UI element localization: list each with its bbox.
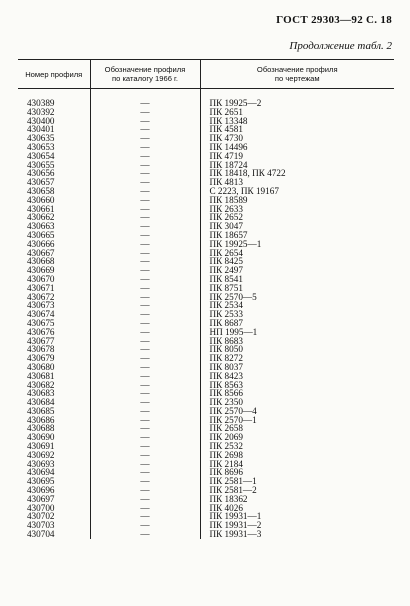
drawing-designation-cell: ПК 19931—1 — [200, 512, 394, 521]
drawing-designation-cell: ПК 2069 — [200, 433, 394, 442]
drawing-designation-cell: ПК 19931—3 — [200, 530, 394, 539]
table-body — [18, 89, 394, 539]
drawing-designation-cell: ПК 18657 — [200, 231, 394, 240]
table-row — [18, 398, 394, 407]
catalog-designation-cell: — — [90, 249, 200, 258]
profile-number-cell: 430684 — [26, 398, 55, 407]
table-row — [18, 424, 394, 433]
drawing-designation-cell: ПК 8696 — [200, 468, 394, 477]
catalog-designation-cell: — — [90, 275, 200, 284]
profile-number-cell: 430695 — [26, 477, 55, 487]
drawing-designation-cell: ПК 3047 — [200, 222, 394, 231]
catalog-designation-cell: — — [90, 530, 200, 539]
catalog-designation-cell: — — [90, 161, 200, 170]
profile-number-cell: 430681 — [26, 371, 55, 381]
table-row — [18, 504, 394, 513]
table-row — [18, 468, 394, 477]
profile-number-cell: 430670 — [26, 274, 55, 284]
table-row — [18, 354, 394, 363]
catalog-designation-cell: — — [90, 284, 200, 293]
drawing-designation-cell: С 2223, ПК 19167 — [200, 187, 394, 196]
catalog-designation-cell: — — [90, 521, 200, 530]
catalog-designation-cell: — — [90, 451, 200, 460]
catalog-designation-cell: — — [90, 187, 200, 196]
catalog-designation-cell: — — [90, 143, 200, 152]
table-row — [18, 495, 394, 504]
table-row — [18, 205, 394, 214]
catalog-designation-cell: — — [90, 433, 200, 442]
catalog-designation-cell: — — [90, 293, 200, 302]
catalog-designation-cell: — — [90, 134, 200, 143]
drawing-designation-cell: ПК 2570—4 — [200, 407, 394, 416]
catalog-designation-cell: — — [90, 108, 200, 117]
profile-number-cell: 430389 — [26, 99, 55, 108]
table-row — [18, 169, 394, 178]
profile-number-cell: 430685 — [26, 406, 55, 416]
profile-number-cell: 430696 — [26, 486, 55, 495]
drawing-header-text: Обозначение профиля по чертежам — [256, 65, 338, 83]
profile-number-cell: 430669 — [26, 266, 55, 275]
table-row — [18, 257, 394, 266]
profile-number-cell: 430665 — [26, 230, 55, 240]
catalog-designation-cell: — — [90, 460, 200, 469]
profile-number-cell: 430702 — [26, 512, 55, 522]
catalog-designation-cell: — — [90, 117, 200, 126]
drawing-designation-cell: ПК 2350 — [200, 398, 394, 407]
table-row — [18, 231, 394, 240]
table-row — [18, 328, 394, 337]
profile-table — [18, 59, 394, 539]
profile-number-cell: 430692 — [26, 450, 55, 460]
table-row — [18, 178, 394, 187]
catalog-designation-cell: — — [90, 222, 200, 231]
table-row — [18, 117, 394, 126]
profile-number-cell: 430675 — [26, 318, 55, 328]
catalog-designation-cell: — — [90, 99, 200, 108]
table-row — [18, 372, 394, 381]
catalog-designation-cell: — — [90, 389, 200, 398]
drawing-designation-cell: ПК 4719 — [200, 152, 394, 161]
catalog-designation-cell: — — [90, 372, 200, 381]
drawing-designation-cell: ПК 2633 — [200, 205, 394, 214]
drawing-designation-cell: НП 1995—1 — [200, 328, 394, 337]
drawing-designation-cell: ПК 4730 — [200, 134, 394, 143]
catalog-designation-cell: — — [90, 512, 200, 521]
table-row — [18, 134, 394, 143]
catalog-designation-cell: — — [90, 416, 200, 425]
profile-number-cell: 430663 — [26, 222, 55, 231]
table-spacer-row — [18, 89, 394, 100]
drawing-designation-cell: ПК 18589 — [200, 196, 394, 205]
drawing-designation-cell: ПК 8563 — [200, 381, 394, 390]
profile-number-cell: 430677 — [26, 336, 55, 346]
table-row — [18, 433, 394, 442]
drawing-designation-cell: ПК 4026 — [200, 504, 394, 513]
profile-number-cell: 430676 — [26, 327, 55, 337]
drawing-designation-cell: ПК 2184 — [200, 460, 394, 469]
catalog-designation-cell: — — [90, 319, 200, 328]
profile-number-cell: 430653 — [26, 142, 55, 152]
table-row — [18, 284, 394, 293]
drawing-designation-cell: ПК 2532 — [200, 442, 394, 451]
catalog-designation-cell: — — [90, 486, 200, 495]
catalog-designation-cell: — — [90, 468, 200, 477]
drawing-designation-cell: ПК 2651 — [200, 108, 394, 117]
catalog-designation-cell: — — [90, 231, 200, 240]
table-row — [18, 301, 394, 310]
table-row — [18, 486, 394, 495]
table-row — [18, 442, 394, 451]
drawing-designation-cell: ПК 8541 — [200, 275, 394, 284]
drawing-designation-cell: ПК 8272 — [200, 354, 394, 363]
profile-number-cell: 430635 — [26, 134, 55, 143]
table-row — [18, 345, 394, 354]
catalog-designation-cell: — — [90, 152, 200, 161]
profile-number-cell: 430693 — [26, 459, 55, 469]
table-row — [18, 451, 394, 460]
drawing-designation-cell: ПК 2652 — [200, 213, 394, 222]
table-row — [18, 222, 394, 231]
drawing-designation-cell: ПК 14496 — [200, 143, 394, 152]
profile-number-cell: 430401 — [26, 125, 55, 135]
profile-number-cell: 430674 — [26, 310, 55, 319]
table-row — [18, 319, 394, 328]
table-row — [18, 143, 394, 152]
drawing-designation-cell: ПК 2658 — [200, 424, 394, 433]
drawing-designation-cell: ПК 2581—1 — [200, 477, 394, 486]
drawing-designation-cell: ПК 18418, ПК 4722 — [200, 169, 394, 178]
drawing-designation-cell: ПК 2654 — [200, 249, 394, 258]
table-row — [18, 416, 394, 425]
catalog-designation-cell: — — [90, 407, 200, 416]
catalog-designation-cell: — — [90, 337, 200, 346]
column-header-catalog-designation — [90, 60, 200, 89]
drawing-designation-cell: ПК 2570—1 — [200, 416, 394, 425]
drawing-designation-cell: ПК 19925—2 — [200, 99, 394, 108]
catalog-designation-cell: — — [90, 301, 200, 310]
table-row — [18, 530, 394, 539]
catalog-designation-cell: — — [90, 363, 200, 372]
profile-number-cell: 430661 — [26, 204, 55, 214]
drawing-designation-cell: ПК 2534 — [200, 301, 394, 310]
profile-number-cell: 430658 — [26, 186, 55, 196]
profile-number-cell: 430704 — [26, 530, 55, 539]
table-row — [18, 99, 394, 108]
catalog-designation-cell: — — [90, 310, 200, 319]
catalog-designation-cell: — — [90, 477, 200, 486]
profile-number-cell: 430691 — [26, 442, 55, 451]
catalog-designation-cell: — — [90, 205, 200, 214]
table-row — [18, 161, 394, 170]
drawing-designation-cell: ПК 2570—5 — [200, 293, 394, 302]
drawing-designation-cell: ПК 2533 — [200, 310, 394, 319]
catalog-designation-cell: — — [90, 495, 200, 504]
catalog-designation-cell: — — [90, 169, 200, 178]
profile-number-cell: 430400 — [26, 116, 55, 126]
table-row — [18, 187, 394, 196]
table-row — [18, 477, 394, 486]
table-row — [18, 363, 394, 372]
table-row — [18, 152, 394, 161]
drawing-designation-cell: ПК 2497 — [200, 266, 394, 275]
profile-number-cell: 430660 — [26, 195, 55, 205]
table-row — [18, 381, 394, 390]
catalog-designation-cell: — — [90, 178, 200, 187]
profile-number-cell: 430657 — [26, 178, 55, 187]
table-row — [18, 196, 394, 205]
table-row — [18, 512, 394, 521]
column-header-drawing-designation — [200, 60, 394, 89]
catalog-header-text: Обозначение профиля по каталогу 1966 г. — [104, 65, 186, 83]
catalog-designation-cell: — — [90, 381, 200, 390]
table-row — [18, 213, 394, 222]
catalog-designation-cell: — — [90, 196, 200, 205]
table-continuation-label: Продолжение табл. 2 — [289, 40, 392, 52]
table-row — [18, 108, 394, 117]
profile-number-cell: 430656 — [26, 169, 55, 179]
drawing-designation-cell: ПК 8683 — [200, 337, 394, 346]
table-row — [18, 240, 394, 249]
drawing-designation-cell: ПК 2698 — [200, 451, 394, 460]
drawing-designation-cell: ПК 18362 — [200, 495, 394, 504]
profile-number-cell: 430703 — [26, 521, 55, 531]
table-row — [18, 389, 394, 398]
catalog-designation-cell: — — [90, 424, 200, 433]
drawing-designation-cell: ПК 4581 — [200, 125, 394, 134]
table-row — [18, 293, 394, 302]
table-row — [18, 266, 394, 275]
drawing-designation-cell: ПК 8050 — [200, 345, 394, 354]
drawing-designation-cell: ПК 19925—1 — [200, 240, 394, 249]
drawing-designation-cell: ПК 2581—2 — [200, 486, 394, 495]
catalog-designation-cell: — — [90, 504, 200, 513]
profile-number-cell: 430662 — [26, 213, 55, 223]
table-row — [18, 249, 394, 258]
drawing-designation-cell: ПК 18724 — [200, 161, 394, 170]
profile-number-cell: 430673 — [26, 301, 55, 311]
catalog-designation-cell: — — [90, 442, 200, 451]
profile-number-cell: 430654 — [26, 151, 55, 161]
catalog-designation-cell: — — [90, 240, 200, 249]
profile-number-cell: 430666 — [26, 239, 55, 249]
table-row — [18, 337, 394, 346]
profile-number-cell: 430668 — [26, 257, 55, 267]
table-row — [18, 275, 394, 284]
catalog-designation-cell: — — [90, 328, 200, 337]
catalog-designation-cell: — — [90, 213, 200, 222]
catalog-designation-cell: — — [90, 398, 200, 407]
profile-number-cell: 430683 — [26, 389, 55, 399]
catalog-designation-cell: — — [90, 354, 200, 363]
profile-number-cell: 430655 — [26, 160, 55, 170]
table-row — [18, 460, 394, 469]
profile-number-cell: 430688 — [26, 424, 55, 434]
profile-number-cell: 430392 — [26, 107, 55, 117]
profile-number-cell: 430682 — [26, 380, 55, 390]
profile-number-cell: 430667 — [26, 248, 55, 258]
drawing-designation-cell: ПК 8687 — [200, 319, 394, 328]
drawing-designation-cell: ПК 8425 — [200, 257, 394, 266]
catalog-designation-cell: — — [90, 125, 200, 134]
profile-number-cell: 430671 — [26, 283, 55, 293]
catalog-designation-cell: — — [90, 266, 200, 275]
profile-number-cell: 430678 — [26, 345, 55, 355]
profile-number-cell: 430690 — [26, 433, 55, 443]
drawing-designation-cell: ПК 8751 — [200, 284, 394, 293]
table-row — [18, 310, 394, 319]
drawing-designation-cell: ПК 19931—2 — [200, 521, 394, 530]
drawing-designation-cell: ПК 8566 — [200, 389, 394, 398]
catalog-designation-cell: — — [90, 345, 200, 354]
profile-number-cell: 430686 — [26, 415, 55, 425]
column-header-profile-number: Номер профиля — [18, 60, 90, 89]
profile-number-cell: 430697 — [26, 494, 55, 504]
table-row — [18, 521, 394, 530]
drawing-designation-cell: ПК 13348 — [200, 117, 394, 126]
profile-number-cell: 430672 — [26, 292, 55, 302]
profile-number-cell: 430694 — [26, 468, 55, 478]
catalog-designation-cell: — — [90, 257, 200, 266]
table-row — [18, 407, 394, 416]
profile-number-cell: 430700 — [26, 503, 55, 513]
drawing-designation-cell: ПК 4813 — [200, 178, 394, 187]
page-header: ГОСТ 29303—92 С. 18 — [276, 14, 392, 26]
drawing-designation-cell: ПК 8037 — [200, 363, 394, 372]
table-row — [18, 125, 394, 134]
profile-number-cell: 430680 — [26, 362, 55, 372]
drawing-designation-cell: ПК 8423 — [200, 372, 394, 381]
profile-number-cell: 430679 — [26, 354, 55, 363]
table-header-row — [18, 60, 394, 89]
